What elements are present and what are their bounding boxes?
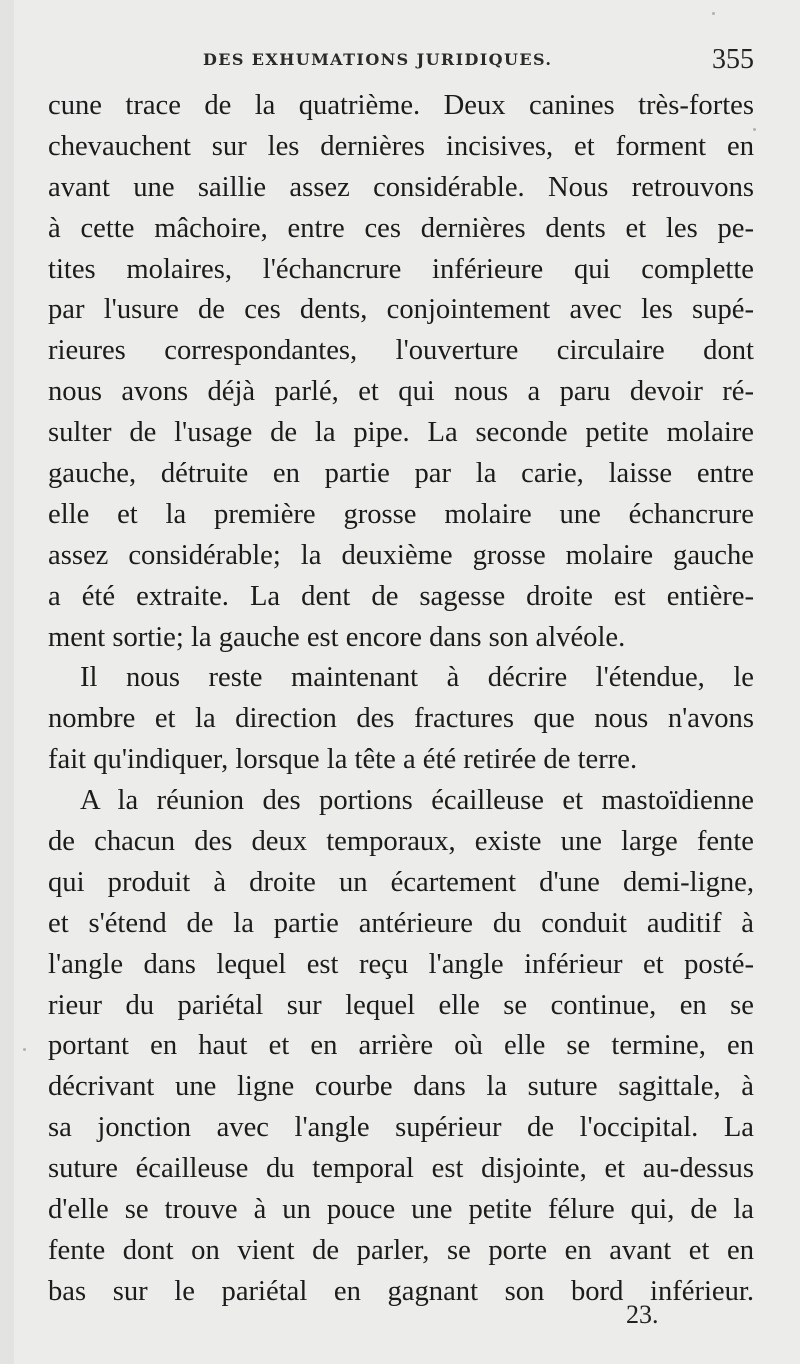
text-line: nous avons déjà parlé, et qui nous a paru devoir ré-	[48, 376, 754, 408]
text-line: tites molaires, l'échancrure inférieure qui complette	[48, 253, 754, 285]
text-line: assez considérable; la deuxième grosse molaire gauche	[48, 539, 754, 571]
paper-speck	[753, 128, 756, 131]
text-line: nombre et la direction des fractures que nous n'avons	[48, 703, 754, 735]
text-line: rieur du pariétal sur lequel elle se continue, en se	[48, 989, 754, 1021]
running-title: DES EXHUMATIONS JURIDIQUES.	[203, 50, 553, 69]
paper-speck	[712, 12, 715, 15]
text-line: de chacun des deux temporaux, existe une large fente	[48, 826, 754, 858]
text-line: chevauchent sur les dernières incisives, et forment en	[48, 130, 754, 162]
text-line: sulter de l'usage de la pipe. La seconde petite molaire	[48, 417, 754, 449]
text-line: décrivant une ligne courbe dans la suture sagittale, à	[48, 1071, 754, 1103]
text-line: gauche, détruite en partie par la carie, laisse entre	[48, 458, 754, 490]
text-line: à cette mâchoire, entre ces dernières dents et les pe-	[48, 212, 754, 244]
text-line: l'angle dans lequel est reçu l'angle inférieur et posté-	[48, 948, 754, 980]
paragraph-last-line: fait qu'indiquer, lorsque la tête a été retirée de terre.	[48, 744, 638, 776]
text-line: rieures correspondantes, l'ouverture circulaire dont	[48, 335, 754, 367]
text-line: et s'étend de la partie antérieure du conduit auditif à	[48, 907, 754, 939]
text-line: bas sur le pariétal en gagnant son bord inférieur.	[48, 1275, 754, 1307]
running-head	[48, 44, 754, 78]
body-text	[48, 86, 754, 1313]
page-number: 355	[712, 44, 754, 75]
text-line: a été extraite. La dent de sagesse droite est entière-	[48, 580, 754, 612]
text-line: portant en haut et en arrière où elle se termine, en	[48, 1030, 754, 1062]
text-line: elle et la première grosse molaire une échancrure	[48, 498, 754, 530]
signature-mark: 23.	[626, 1300, 659, 1329]
paper-speck	[23, 1048, 26, 1051]
text-line: suture écailleuse du temporal est disjointe, et au-dessus	[48, 1153, 754, 1185]
paragraph-first-line: A la réunion des portions écailleuse et mastoïdienne	[80, 785, 754, 817]
paragraph-first-line: Il nous reste maintenant à décrire l'étendue, le	[80, 662, 754, 694]
text-line: sa jonction avec l'angle supérieur de l'occipital. La	[48, 1112, 754, 1144]
text-line: fente dont on vient de parler, se porte en avant et en	[48, 1234, 754, 1266]
text-line: d'elle se trouve à un pouce une petite félure qui, de la	[48, 1194, 754, 1226]
text-line: avant une saillie assez considérable. Nous retrouvons	[48, 171, 754, 203]
text-line: qui produit à droite un écartement d'une demi-ligne,	[48, 866, 754, 898]
text-line: par l'usure de ces dents, conjointement avec les supé-	[48, 294, 754, 326]
text-line: cune trace de la quatrième. Deux canines très-fortes	[48, 90, 754, 121]
paragraph-last-line: ment sortie; la gauche est encore dans son alvéole.	[48, 621, 626, 653]
